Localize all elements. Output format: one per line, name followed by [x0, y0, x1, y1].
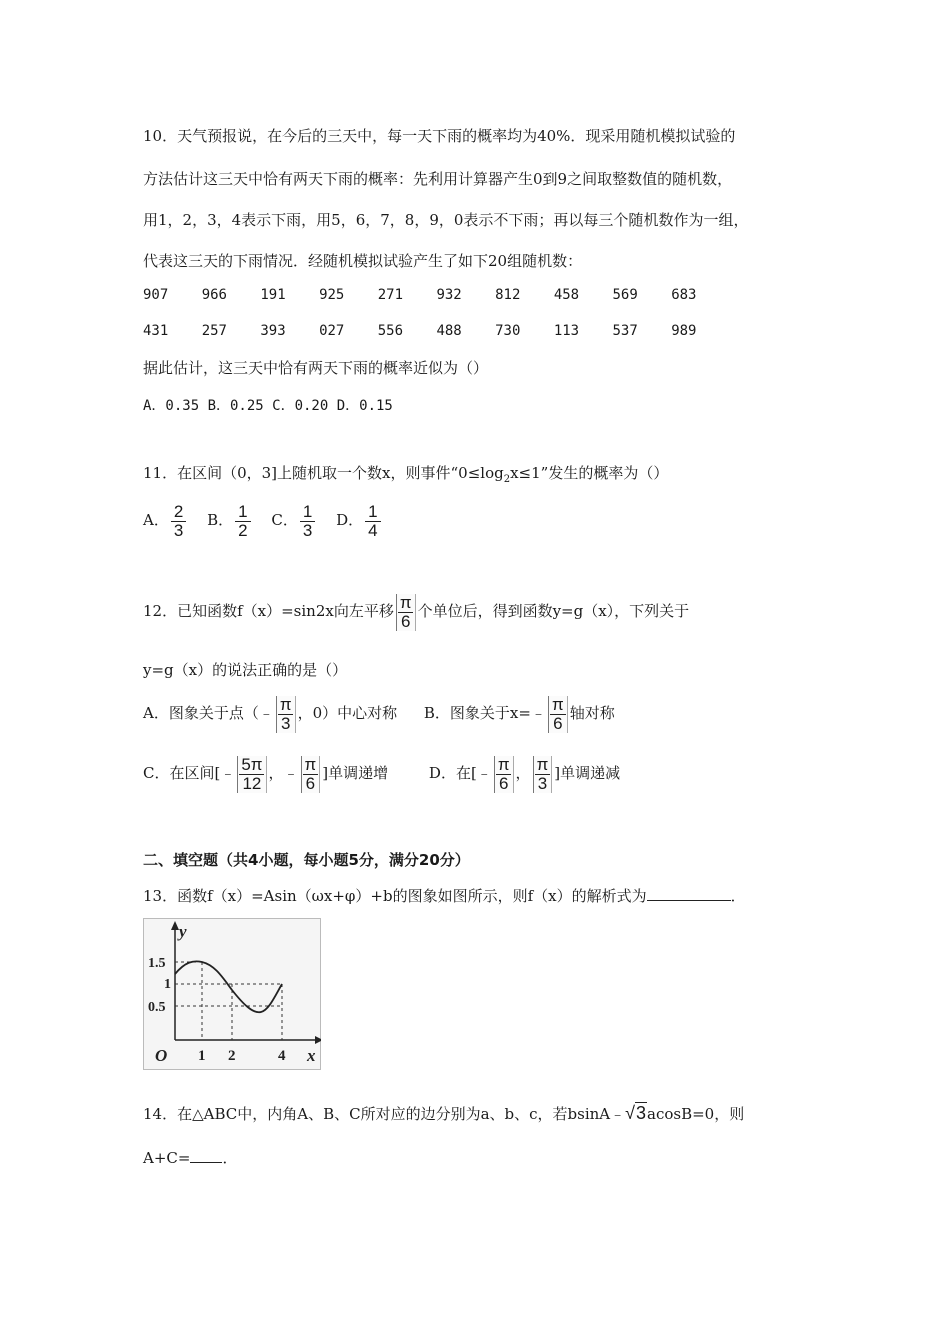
random-number-row-1: [143, 287, 730, 303]
fraction: $\frac{1}{4}$: [365, 503, 380, 540]
square-root: √3: [625, 1103, 647, 1123]
random-number: 966: [201, 287, 227, 303]
fraction: $\frac{\pi}{6}$: [494, 756, 514, 793]
x-axis-label: x: [307, 1046, 316, 1065]
x-tick-label: 4: [278, 1048, 286, 1064]
q12-option-d: D．在[﹣ $\frac{\pi}{6}$ ， $\frac{\pi}{3}$ ]单调递减: [428, 754, 621, 793]
q12-option-a: A．图象关于点（﹣ $\frac{\pi}{3}$ ，0）中心对称: [143, 694, 398, 733]
random-number: 683: [671, 287, 697, 303]
answer-blank[interactable]: [190, 1147, 222, 1163]
q10-line-3: 用1，2，3，4表示下雨，用5，6，7，8，9，0表示不下雨；再以每三个随机数作为一组，: [143, 211, 749, 229]
fraction: $\frac{\pi}{3}$: [276, 696, 296, 733]
random-number: 191: [260, 287, 286, 303]
x-tick-label: 2: [228, 1048, 236, 1064]
q12-options-cd: [143, 750, 620, 796]
random-number: 989: [671, 323, 697, 339]
answer-blank[interactable]: [647, 885, 731, 901]
random-number: 488: [436, 323, 462, 339]
fraction: $\frac{1}{2}$: [235, 503, 250, 540]
random-number: 569: [612, 287, 638, 303]
y-tick-label: 1: [164, 977, 171, 992]
q13-stem: 13．函数f（x）=Asin（ωx+φ）+b的图象如图所示，则f（x）的解析式为 ．: [143, 887, 746, 905]
random-number-row-2: [143, 323, 730, 339]
q11-option-a: A． $\frac{2}{3}$: [143, 511, 188, 529]
y-axis-label: y: [179, 922, 187, 941]
q10-line-4: 代表这三天的下雨情况．经随机模拟试验产生了如下20组随机数：: [143, 252, 583, 270]
random-number: 932: [436, 287, 462, 303]
fraction: $\frac{5\pi}{12}$: [237, 756, 266, 793]
random-number: 730: [495, 323, 521, 339]
fraction: $\frac{\pi}{6}$: [301, 756, 321, 793]
random-number: 907: [143, 287, 169, 303]
fraction: $\frac{2}{3}$: [171, 503, 186, 540]
section-heading: 二、填空题（共4小题，每小题5分，满分20分）: [143, 851, 470, 869]
fraction: $\frac{1}{3}$: [300, 503, 315, 540]
random-number: 812: [495, 287, 521, 303]
q12-option-b: B．图象关于x=﹣ $\frac{\pi}{6}$ 轴对称: [423, 694, 615, 733]
fraction: $\frac{\pi}{6}$: [396, 594, 416, 631]
random-number: 027: [319, 323, 345, 339]
q10-line-5: 据此估计，这三天中恰有两天下雨的概率近似为（）: [143, 359, 489, 377]
q11-option-b: B． $\frac{1}{2}$: [207, 511, 253, 529]
origin-label: O: [155, 1046, 168, 1065]
q10-options: A．0.35 B．0.25 C．0.20 D．0.15: [143, 398, 393, 414]
q12-line-2: y=g（x）的说法正确的是（）: [143, 661, 348, 679]
q10-line-1: 10．天气预报说，在今后的三天中，每一天下雨的概率均为40%．现采用随机模拟试验的: [143, 127, 736, 145]
q12-stem: 12．已知函数f（x）=sin2x向左平移 $\frac{\pi}{6}$ 个单位后，得到函数y=g（x），下列关于: [143, 592, 690, 631]
q11-option-c: C． $\frac{1}{3}$: [271, 511, 317, 529]
random-number: 556: [377, 323, 404, 339]
sine-graph: [143, 918, 321, 1070]
q11-options: [143, 500, 383, 540]
q11-stem: 11．在区间（0，3]上随机取一个数x，则事件“$0\le\log_2x\le 1$”发生的概率为（）: [143, 464, 669, 485]
fraction: $\frac{\pi}{6}$: [548, 696, 568, 733]
y-tick-label: 0.5: [148, 1000, 166, 1015]
random-number: 113: [553, 323, 580, 339]
random-number: 393: [260, 323, 286, 339]
q14-line-2: A+C= ．: [143, 1149, 238, 1167]
q12-options-ab: [143, 690, 615, 736]
q14-stem: 14．在△ABC中，内角A、B、C所对应的边分别为a、b、c，若bsinA﹣√3acosB=0，则: [143, 1103, 745, 1123]
random-number: 458: [553, 287, 580, 303]
q11-option-d: D． $\frac{1}{4}$: [336, 511, 383, 529]
random-number: 431: [143, 323, 169, 339]
random-number: 257: [201, 323, 227, 339]
x-tick-label: 1: [198, 1048, 206, 1064]
fraction: $\frac{\pi}{3}$: [533, 756, 553, 793]
y-tick-label: 1.5: [148, 956, 166, 971]
random-number: 271: [377, 287, 404, 303]
graph-frame: [144, 919, 321, 1070]
q10-line-2: 方法估计这三天中恰有两天下雨的概率：先利用计算器产生0到9之间取整数值的随机数，: [143, 170, 733, 188]
q12-option-c: C．在区间[﹣ $\frac{5\pi}{12}$ ，﹣ $\frac{\pi}{6}$ ]单调递增: [143, 754, 389, 793]
random-number: 925: [319, 287, 345, 303]
random-number: 537: [612, 323, 638, 339]
